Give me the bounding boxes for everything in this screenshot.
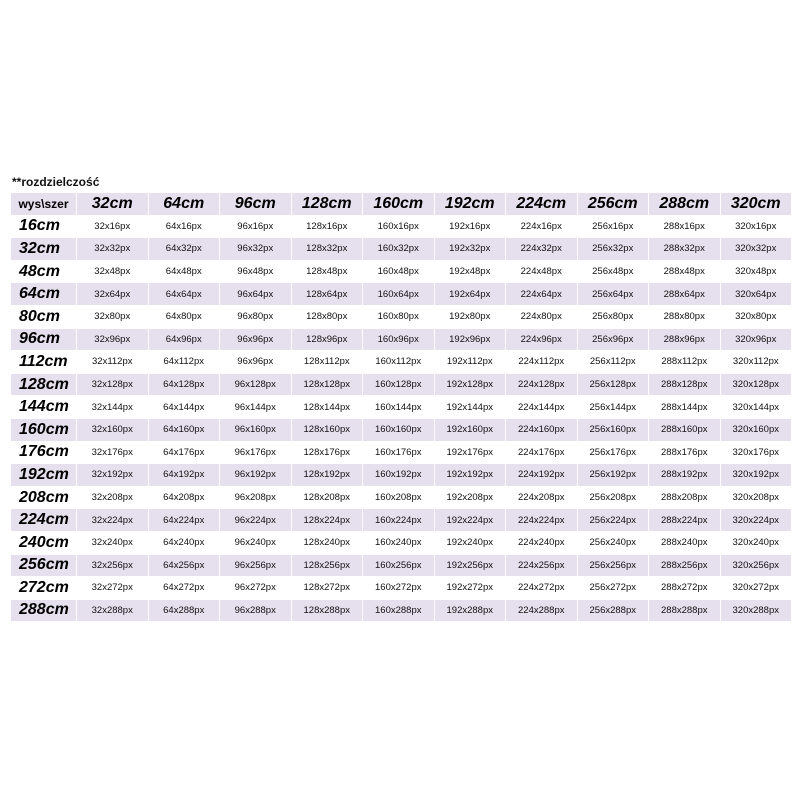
resolution-cell: 192x208px — [434, 486, 506, 509]
resolution-cell: 192x240px — [434, 531, 506, 554]
resolution-cell: 64x96px — [148, 328, 220, 351]
resolution-cell: 320x48px — [720, 260, 792, 283]
resolution-cell: 32x48px — [77, 260, 149, 283]
resolution-cell: 288x128px — [649, 373, 721, 396]
column-header: 192cm — [434, 193, 506, 216]
row-header: 160cm — [11, 418, 77, 441]
size-resolution-table — [10, 192, 792, 622]
resolution-cell: 256x208px — [577, 486, 649, 509]
table-row — [11, 215, 792, 238]
resolution-cell: 128x176px — [291, 441, 363, 464]
resolution-cell: 160x128px — [363, 373, 435, 396]
resolution-cell: 96x256px — [220, 554, 292, 577]
column-header: 320cm — [720, 193, 792, 216]
resolution-cell: 160x176px — [363, 441, 435, 464]
resolution-cell: 192x48px — [434, 260, 506, 283]
resolution-cell: 96x288px — [220, 599, 292, 622]
resolution-cell: 256x112px — [577, 351, 649, 374]
resolution-cell: 320x288px — [720, 599, 792, 622]
resolution-cell: 256x144px — [577, 396, 649, 419]
table-row — [11, 464, 792, 487]
resolution-cell: 320x224px — [720, 509, 792, 532]
resolution-cell: 96x48px — [220, 260, 292, 283]
resolution-cell: 288x80px — [649, 305, 721, 328]
resolution-cell: 160x48px — [363, 260, 435, 283]
row-header: 48cm — [11, 260, 77, 283]
resolution-cell: 224x160px — [506, 418, 578, 441]
resolution-cell: 160x112px — [363, 351, 435, 374]
row-header: 256cm — [11, 554, 77, 577]
resolution-cell: 32x224px — [77, 509, 149, 532]
resolution-cell: 192x128px — [434, 373, 506, 396]
row-header: 272cm — [11, 577, 77, 600]
resolution-cell: 320x208px — [720, 486, 792, 509]
row-header: 32cm — [11, 238, 77, 261]
resolution-cell: 32x176px — [77, 441, 149, 464]
resolution-cell: 96x160px — [220, 418, 292, 441]
resolution-cell: 32x64px — [77, 283, 149, 306]
table-row — [11, 260, 792, 283]
resolution-cell: 288x144px — [649, 396, 721, 419]
resolution-cell: 96x32px — [220, 238, 292, 261]
column-header: 256cm — [577, 193, 649, 216]
resolution-cell: 160x80px — [363, 305, 435, 328]
resolution-cell: 224x176px — [506, 441, 578, 464]
resolution-cell: 192x16px — [434, 215, 506, 238]
resolution-cell: 32x80px — [77, 305, 149, 328]
resolution-cell: 256x176px — [577, 441, 649, 464]
resolution-cell: 256x240px — [577, 531, 649, 554]
resolution-cell: 320x240px — [720, 531, 792, 554]
resolution-cell: 320x256px — [720, 554, 792, 577]
resolution-cell: 256x272px — [577, 577, 649, 600]
resolution-cell: 320x32px — [720, 238, 792, 261]
resolution-cell: 128x272px — [291, 577, 363, 600]
resolution-cell: 96x224px — [220, 509, 292, 532]
resolution-cell: 256x160px — [577, 418, 649, 441]
table-row — [11, 441, 792, 464]
resolution-cell: 96x64px — [220, 283, 292, 306]
resolution-cell: 320x144px — [720, 396, 792, 419]
resolution-cell: 64x224px — [148, 509, 220, 532]
resolution-cell: 160x16px — [363, 215, 435, 238]
table-row — [11, 531, 792, 554]
resolution-cell: 320x272px — [720, 577, 792, 600]
resolution-cell: 192x160px — [434, 418, 506, 441]
resolution-cell: 128x208px — [291, 486, 363, 509]
column-header: 96cm — [220, 193, 292, 216]
resolution-cell: 288x112px — [649, 351, 721, 374]
resolution-cell: 128x32px — [291, 238, 363, 261]
resolution-cell: 192x288px — [434, 599, 506, 622]
resolution-cell: 160x240px — [363, 531, 435, 554]
resolution-cell: 96x128px — [220, 373, 292, 396]
resolution-cell: 256x80px — [577, 305, 649, 328]
resolution-cell: 288x208px — [649, 486, 721, 509]
table-row — [11, 554, 792, 577]
resolution-cell: 64x48px — [148, 260, 220, 283]
row-header: 176cm — [11, 441, 77, 464]
resolution-cell: 288x176px — [649, 441, 721, 464]
resolution-cell: 128x288px — [291, 599, 363, 622]
resolution-cell: 224x96px — [506, 328, 578, 351]
table-row — [11, 305, 792, 328]
resolution-cell: 32x288px — [77, 599, 149, 622]
resolution-cell: 32x96px — [77, 328, 149, 351]
table-row — [11, 418, 792, 441]
row-header: 192cm — [11, 464, 77, 487]
resolution-cell: 128x96px — [291, 328, 363, 351]
table-row — [11, 486, 792, 509]
resolution-cell: 64x160px — [148, 418, 220, 441]
resolution-cell: 224x144px — [506, 396, 578, 419]
column-header: 224cm — [506, 193, 578, 216]
resolution-cell: 32x240px — [77, 531, 149, 554]
resolution-cell: 64x80px — [148, 305, 220, 328]
resolution-cell: 96x96px — [220, 351, 292, 374]
resolution-cell: 288x160px — [649, 418, 721, 441]
resolution-cell: 288x64px — [649, 283, 721, 306]
resolution-cell: 224x288px — [506, 599, 578, 622]
resolution-cell: 192x272px — [434, 577, 506, 600]
resolution-cell: 32x16px — [77, 215, 149, 238]
row-header: 96cm — [11, 328, 77, 351]
resolution-cell: 256x256px — [577, 554, 649, 577]
resolution-cell: 288x96px — [649, 328, 721, 351]
resolution-cell: 320x160px — [720, 418, 792, 441]
resolution-cell: 128x64px — [291, 283, 363, 306]
resolution-cell: 64x208px — [148, 486, 220, 509]
resolution-cell: 160x64px — [363, 283, 435, 306]
resolution-cell: 96x16px — [220, 215, 292, 238]
row-header: 128cm — [11, 373, 77, 396]
table-row — [11, 328, 792, 351]
resolution-cell: 128x112px — [291, 351, 363, 374]
resolution-cell: 192x176px — [434, 441, 506, 464]
resolution-cell: 224x224px — [506, 509, 578, 532]
resolution-cell: 224x128px — [506, 373, 578, 396]
resolution-cell: 288x240px — [649, 531, 721, 554]
resolution-cell: 32x144px — [77, 396, 149, 419]
table-body — [11, 215, 792, 622]
row-header: 112cm — [11, 351, 77, 374]
resolution-cell: 32x256px — [77, 554, 149, 577]
resolution-cell: 64x288px — [148, 599, 220, 622]
column-header: 64cm — [148, 193, 220, 216]
row-header: 16cm — [11, 215, 77, 238]
resolution-cell: 256x64px — [577, 283, 649, 306]
resolution-cell: 128x224px — [291, 509, 363, 532]
resolution-cell: 32x208px — [77, 486, 149, 509]
row-header: 288cm — [11, 599, 77, 622]
resolution-cell: 256x224px — [577, 509, 649, 532]
resolution-cell: 320x80px — [720, 305, 792, 328]
resolution-cell: 64x16px — [148, 215, 220, 238]
row-header: 80cm — [11, 305, 77, 328]
resolution-cell: 288x48px — [649, 260, 721, 283]
table-row — [11, 373, 792, 396]
resolution-cell: 256x288px — [577, 599, 649, 622]
resolution-cell: 192x80px — [434, 305, 506, 328]
resolution-cell: 256x32px — [577, 238, 649, 261]
resolution-cell: 64x64px — [148, 283, 220, 306]
resolution-cell: 64x192px — [148, 464, 220, 487]
row-header: 240cm — [11, 531, 77, 554]
row-header: 224cm — [11, 509, 77, 532]
resolution-cell: 32x32px — [77, 238, 149, 261]
resolution-cell: 320x176px — [720, 441, 792, 464]
resolution-cell: 224x32px — [506, 238, 578, 261]
resolution-cell: 192x256px — [434, 554, 506, 577]
resolution-cell: 192x32px — [434, 238, 506, 261]
resolution-cell: 320x128px — [720, 373, 792, 396]
resolution-cell: 192x112px — [434, 351, 506, 374]
column-header: 288cm — [649, 193, 721, 216]
corner-label: wys\szer — [11, 193, 77, 216]
resolution-cell: 224x256px — [506, 554, 578, 577]
resolution-cell: 96x192px — [220, 464, 292, 487]
resolution-cell: 64x112px — [148, 351, 220, 374]
header-row — [11, 193, 792, 216]
resolution-cell: 224x112px — [506, 351, 578, 374]
resolution-cell: 320x112px — [720, 351, 792, 374]
resolution-cell: 256x192px — [577, 464, 649, 487]
resolution-cell: 160x144px — [363, 396, 435, 419]
resolution-cell: 128x128px — [291, 373, 363, 396]
resolution-cell: 128x80px — [291, 305, 363, 328]
resolution-cell: 192x224px — [434, 509, 506, 532]
resolution-cell: 256x16px — [577, 215, 649, 238]
resolution-cell: 64x272px — [148, 577, 220, 600]
table-row — [11, 509, 792, 532]
resolution-cell: 288x16px — [649, 215, 721, 238]
resolution-cell: 64x128px — [148, 373, 220, 396]
resolution-cell: 288x272px — [649, 577, 721, 600]
column-header: 32cm — [77, 193, 149, 216]
table-row — [11, 599, 792, 622]
row-header: 208cm — [11, 486, 77, 509]
resolution-cell: 224x48px — [506, 260, 578, 283]
resolution-note: **rozdzielczość — [12, 175, 100, 189]
resolution-cell: 96x80px — [220, 305, 292, 328]
row-header: 64cm — [11, 283, 77, 306]
resolution-cell: 224x272px — [506, 577, 578, 600]
resolution-cell: 224x64px — [506, 283, 578, 306]
resolution-cell: 224x80px — [506, 305, 578, 328]
resolution-cell: 320x16px — [720, 215, 792, 238]
resolution-cell: 96x272px — [220, 577, 292, 600]
resolution-cell: 160x32px — [363, 238, 435, 261]
resolution-cell: 128x144px — [291, 396, 363, 419]
resolution-cell: 320x96px — [720, 328, 792, 351]
resolution-cell: 96x208px — [220, 486, 292, 509]
resolution-cell: 288x192px — [649, 464, 721, 487]
table-row — [11, 283, 792, 306]
resolution-cell: 256x96px — [577, 328, 649, 351]
resolution-cell: 128x160px — [291, 418, 363, 441]
row-header: 144cm — [11, 396, 77, 419]
resolution-cell: 224x16px — [506, 215, 578, 238]
resolution-cell: 288x256px — [649, 554, 721, 577]
resolution-cell: 32x192px — [77, 464, 149, 487]
resolution-cell: 288x224px — [649, 509, 721, 532]
resolution-cell: 320x192px — [720, 464, 792, 487]
resolution-cell: 32x272px — [77, 577, 149, 600]
table-row — [11, 396, 792, 419]
resolution-cell: 224x192px — [506, 464, 578, 487]
resolution-cell: 160x272px — [363, 577, 435, 600]
resolution-cell: 128x16px — [291, 215, 363, 238]
column-header: 160cm — [363, 193, 435, 216]
resolution-cell: 160x224px — [363, 509, 435, 532]
resolution-cell: 96x144px — [220, 396, 292, 419]
resolution-cell: 96x96px — [220, 328, 292, 351]
table-row — [11, 351, 792, 374]
resolution-cell: 256x48px — [577, 260, 649, 283]
resolution-cell: 128x240px — [291, 531, 363, 554]
resolution-cell: 32x128px — [77, 373, 149, 396]
resolution-cell: 64x240px — [148, 531, 220, 554]
resolution-cell: 64x256px — [148, 554, 220, 577]
resolution-cell: 128x256px — [291, 554, 363, 577]
resolution-cell: 96x176px — [220, 441, 292, 464]
resolution-cell: 320x64px — [720, 283, 792, 306]
column-header: 128cm — [291, 193, 363, 216]
resolution-cell: 192x64px — [434, 283, 506, 306]
resolution-cell: 224x208px — [506, 486, 578, 509]
resolution-cell: 288x288px — [649, 599, 721, 622]
resolution-cell: 192x96px — [434, 328, 506, 351]
resolution-cell: 32x160px — [77, 418, 149, 441]
resolution-cell: 192x192px — [434, 464, 506, 487]
resolution-cell: 160x208px — [363, 486, 435, 509]
resolution-cell: 192x144px — [434, 396, 506, 419]
table-row — [11, 577, 792, 600]
resolution-cell: 96x240px — [220, 531, 292, 554]
resolution-cell: 160x256px — [363, 554, 435, 577]
resolution-cell: 160x160px — [363, 418, 435, 441]
resolution-cell: 288x32px — [649, 238, 721, 261]
resolution-cell: 160x288px — [363, 599, 435, 622]
resolution-cell: 64x144px — [148, 396, 220, 419]
resolution-cell: 64x176px — [148, 441, 220, 464]
resolution-cell: 128x192px — [291, 464, 363, 487]
resolution-cell: 160x192px — [363, 464, 435, 487]
table-row — [11, 238, 792, 261]
resolution-cell: 128x48px — [291, 260, 363, 283]
resolution-cell: 160x96px — [363, 328, 435, 351]
resolution-cell: 32x112px — [77, 351, 149, 374]
resolution-cell: 224x240px — [506, 531, 578, 554]
resolution-cell: 256x128px — [577, 373, 649, 396]
resolution-cell: 64x32px — [148, 238, 220, 261]
